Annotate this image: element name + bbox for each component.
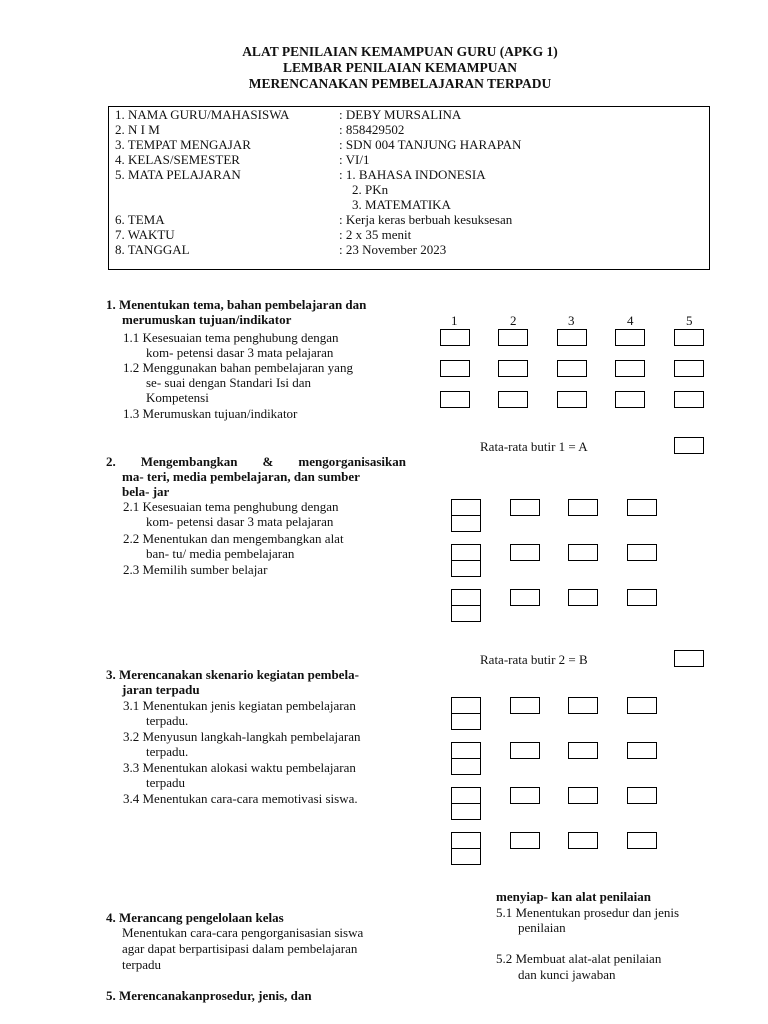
item-3-1-cont: terpadu. — [146, 713, 189, 728]
section-3-title-cont: jaran terpadu — [122, 682, 200, 697]
score-checkbox[interactable] — [674, 391, 704, 408]
score-checkbox[interactable] — [440, 329, 470, 346]
score-checkbox[interactable] — [627, 742, 657, 759]
doc-subtitle: LEMBAR PENILAIAN KEMAMPUAN — [283, 60, 517, 75]
section-1-title-cont: merumuskan tujuan/indikator — [122, 312, 292, 327]
score-checkbox[interactable] — [440, 360, 470, 377]
info-label: 6. TEMA — [115, 212, 165, 227]
score-checkbox[interactable] — [498, 329, 528, 346]
score-checkbox[interactable] — [498, 360, 528, 377]
item-2-1-cont: kom- petensi dasar 3 mata pelajaran — [146, 514, 334, 529]
info-label: 2. N I M — [115, 122, 160, 137]
identity-box — [108, 106, 710, 270]
info-value: : VI/1 — [339, 152, 370, 167]
item-3-2-cont: terpadu. — [146, 744, 189, 759]
item-2-2: 2.2 Menentukan dan mengembangkan alat — [123, 531, 344, 546]
item-3-2: 3.2 Menyusun langkah-langkah pembelajaran — [123, 729, 361, 744]
score-checkbox[interactable] — [557, 391, 587, 408]
info-label: 1. NAMA GURU/MAHASISWA — [115, 107, 290, 122]
section-4-text-1: Menentukan cara-cara pengorganisasian siswa — [122, 925, 364, 940]
score-checkbox[interactable] — [627, 832, 657, 849]
section-4-title: 4. Merancang pengelolaan kelas — [106, 910, 284, 925]
section-1-title: 1. Menentukan tema, bahan pembelajaran dan — [106, 297, 367, 312]
item-1-2-cont: se- suai dengan Standari Isi dan — [146, 375, 311, 390]
scale-label-4: 4 — [627, 313, 634, 328]
score-checkbox[interactable] — [674, 360, 704, 377]
score-checkbox[interactable] — [615, 391, 645, 408]
section-2-title-cont-2: bela- jar — [122, 484, 170, 499]
score-checkbox[interactable] — [498, 391, 528, 408]
item-1-2: 1.2 Menggunakan bahan pembelajaran yang — [123, 360, 353, 375]
info-value: : DEBY MURSALINA — [339, 107, 462, 122]
item-5-1: 5.1 Menentukan prosedur dan jenis — [496, 905, 680, 920]
score-checkbox[interactable] — [627, 544, 657, 561]
item-3-3: 3.3 Menentukan alokasi waktu pembelajaran — [123, 760, 356, 775]
info-value: : Kerja keras berbuah kesuksesan — [339, 212, 513, 227]
score-checkbox[interactable] — [627, 697, 657, 714]
info-value: : 1. BAHASA INDONESIA — [339, 167, 486, 182]
score-checkbox[interactable] — [451, 544, 481, 561]
section-2-title: 2. Mengembangkan & mengorganisasikan — [106, 454, 406, 469]
section-2-title-cont: ma- teri, media pembelajaran, dan sumber — [122, 469, 360, 484]
score-checkbox[interactable] — [440, 391, 470, 408]
scale-label-2: 2 — [510, 313, 517, 328]
info-value: : 2 x 35 menit — [339, 227, 412, 242]
info-label: 5. MATA PELAJARAN — [115, 167, 241, 182]
score-checkbox[interactable] — [510, 499, 540, 516]
doc-subtitle-2: MERENCANAKAN PEMBELAJARAN TERPADU — [248, 76, 552, 91]
score-checkbox[interactable] — [451, 589, 481, 606]
score-checkbox[interactable] — [451, 742, 481, 759]
section-3-title: 3. Merencanakan skenario kegiatan pembela- — [106, 667, 359, 682]
scale-label-5: 5 — [686, 313, 693, 328]
score-checkbox[interactable] — [674, 329, 704, 346]
section-4-text-3: terpadu — [122, 957, 161, 972]
item-5-2: 5.2 Membuat alat-alat penilaian — [496, 951, 662, 966]
score-checkbox[interactable] — [451, 787, 481, 804]
item-3-4: 3.4 Menentukan cara-cara memotivasi siswa. — [123, 791, 358, 806]
score-checkbox[interactable] — [510, 832, 540, 849]
item-5-2-cont: dan kunci jawaban — [518, 967, 616, 982]
score-checkbox[interactable] — [557, 360, 587, 377]
info-value: : 858429502 — [339, 122, 405, 137]
item-3-3-cont: terpadu — [146, 775, 185, 790]
item-1-1-cont: kom- petensi dasar 3 mata pelajaran — [146, 345, 334, 360]
doc-title: ALAT PENILAIAN KEMAMPUAN GURU (APKG 1) — [242, 44, 558, 59]
score-checkbox[interactable] — [451, 713, 481, 730]
average-field-1[interactable] — [674, 437, 704, 454]
score-checkbox[interactable] — [451, 605, 481, 622]
average-field-2[interactable] — [674, 650, 704, 667]
score-checkbox[interactable] — [557, 329, 587, 346]
item-2-1: 2.1 Kesesuaian tema penghubung dengan — [123, 499, 339, 514]
item-1-1: 1.1 Kesesuaian tema penghubung dengan — [123, 330, 339, 345]
score-checkbox[interactable] — [568, 697, 598, 714]
info-label: 8. TANGGAL — [115, 242, 190, 257]
info-row-subject-2: 2. PKn — [352, 182, 389, 197]
score-checkbox[interactable] — [510, 544, 540, 561]
score-checkbox[interactable] — [451, 758, 481, 775]
section-5-title: 5. Merencanakanprosedur, jenis, dan — [106, 988, 312, 1003]
score-checkbox[interactable] — [568, 787, 598, 804]
item-2-2-cont: ban- tu/ media pembelajaran — [146, 546, 295, 561]
average-label-2: Rata-rata butir 2 = B — [480, 652, 588, 667]
score-checkbox[interactable] — [451, 803, 481, 820]
score-checkbox[interactable] — [510, 742, 540, 759]
score-checkbox[interactable] — [568, 499, 598, 516]
average-label-1: Rata-rata butir 1 = A — [480, 439, 588, 454]
score-checkbox[interactable] — [510, 589, 540, 606]
score-checkbox[interactable] — [615, 329, 645, 346]
info-label: 4. KELAS/SEMESTER — [115, 152, 240, 167]
score-checkbox[interactable] — [451, 560, 481, 577]
item-1-2-cont-2: Kompetensi — [146, 390, 209, 405]
info-label: 3. TEMPAT MENGAJAR — [115, 137, 251, 152]
score-checkbox[interactable] — [568, 544, 598, 561]
info-value: : 23 November 2023 — [339, 242, 447, 257]
item-5-1-cont: penilaian — [518, 920, 566, 935]
item-1-3: 1.3 Merumuskan tujuan/indikator — [123, 406, 298, 421]
item-2-3: 2.3 Memilih sumber belajar — [123, 562, 268, 577]
info-row-subject-3: 3. MATEMATIKA — [352, 197, 451, 212]
score-checkbox[interactable] — [615, 360, 645, 377]
score-checkbox[interactable] — [568, 589, 598, 606]
score-checkbox[interactable] — [451, 832, 481, 849]
score-checkbox[interactable] — [451, 499, 481, 516]
section-4-text-2: agar dapat berpartisipasi dalam pembelajaran — [122, 941, 358, 956]
score-checkbox[interactable] — [627, 499, 657, 516]
score-checkbox[interactable] — [510, 697, 540, 714]
score-checkbox[interactable] — [568, 742, 598, 759]
section-5-title-cont: menyiap- kan alat penilaian — [496, 889, 651, 904]
info-value: : SDN 004 TANJUNG HARAPAN — [339, 137, 522, 152]
score-checkbox[interactable] — [627, 589, 657, 606]
item-3-1: 3.1 Menentukan jenis kegiatan pembelajaran — [123, 698, 356, 713]
score-checkbox[interactable] — [451, 515, 481, 532]
score-checkbox[interactable] — [627, 787, 657, 804]
scale-label-1: 1 — [451, 313, 458, 328]
score-checkbox[interactable] — [510, 787, 540, 804]
scale-label-3: 3 — [568, 313, 575, 328]
score-checkbox[interactable] — [451, 697, 481, 714]
info-label: 7. WAKTU — [115, 227, 175, 242]
score-checkbox[interactable] — [568, 832, 598, 849]
score-checkbox[interactable] — [451, 848, 481, 865]
